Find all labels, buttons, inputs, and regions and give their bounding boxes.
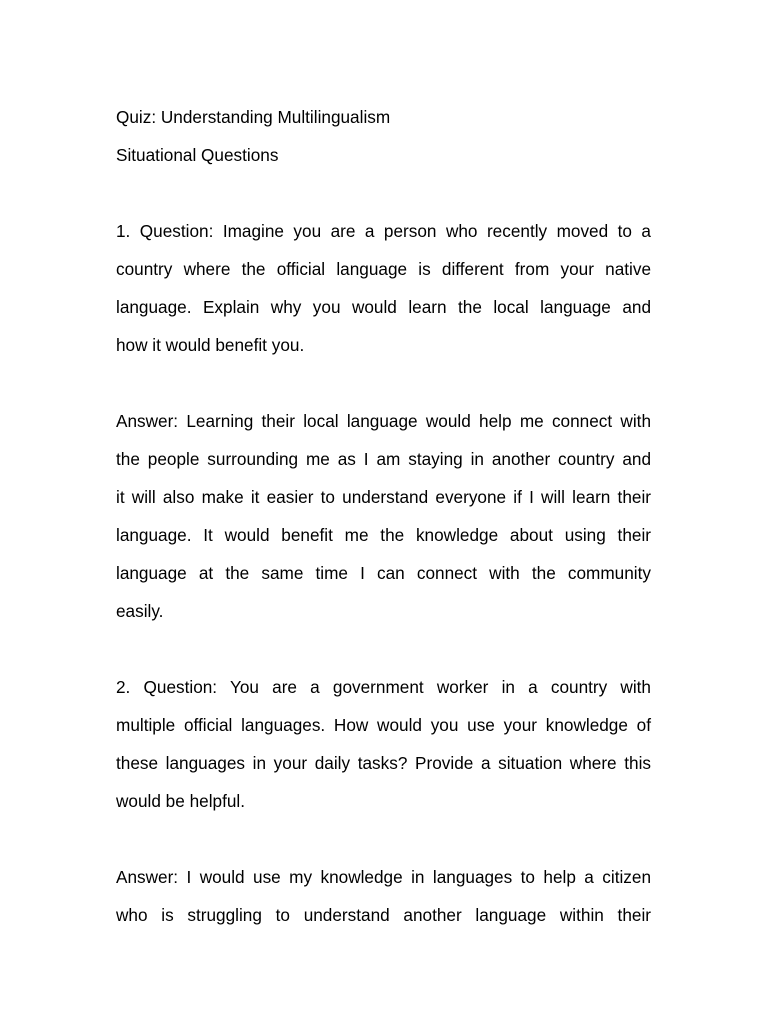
question-2-line-2: multiple official languages. How would you use your knowledge of xyxy=(116,715,651,735)
answer-1-line-1: Answer: Learning their local language would help me connect with xyxy=(116,411,651,431)
answer-1-line-2: the people surrounding me as I am staying in another country and xyxy=(116,449,651,469)
answer-1-line-3: it will also make it easier to understand everyone if I will learn their xyxy=(116,487,651,507)
question-1-line-3: language. Explain why you would learn the local language and xyxy=(116,297,651,317)
document-subtitle: Situational Questions xyxy=(116,145,279,165)
question-1-line-4: how it would benefit you. xyxy=(116,335,305,355)
document-page xyxy=(116,98,651,934)
document-title: Quiz: Understanding Multilingualism xyxy=(116,107,391,127)
question-2-line-3: these languages in your daily tasks? Provide a situation where this xyxy=(116,753,651,773)
question-1-line-2: country where the official language is different from your native xyxy=(116,259,651,279)
question-2 xyxy=(116,668,651,820)
answer-1-line-6: easily. xyxy=(116,601,164,621)
answer-1-line-4: language. It would benefit me the knowledge about using their xyxy=(116,525,651,545)
question-2-line-4: would be helpful. xyxy=(116,791,245,811)
answer-2-line-2: who is struggling to understand another language within their xyxy=(116,905,651,925)
answer-1 xyxy=(116,402,651,630)
answer-2-line-1: Answer: I would use my knowledge in languages to help a citizen xyxy=(116,867,651,887)
question-2-line-1: 2. Question: You are a government worker in a country with xyxy=(116,677,651,697)
answer-2 xyxy=(116,858,651,934)
question-1 xyxy=(116,212,651,364)
question-1-line-1: 1. Question: Imagine you are a person who recently moved to a xyxy=(116,221,651,241)
answer-1-line-5: language at the same time I can connect with the community xyxy=(116,563,651,583)
